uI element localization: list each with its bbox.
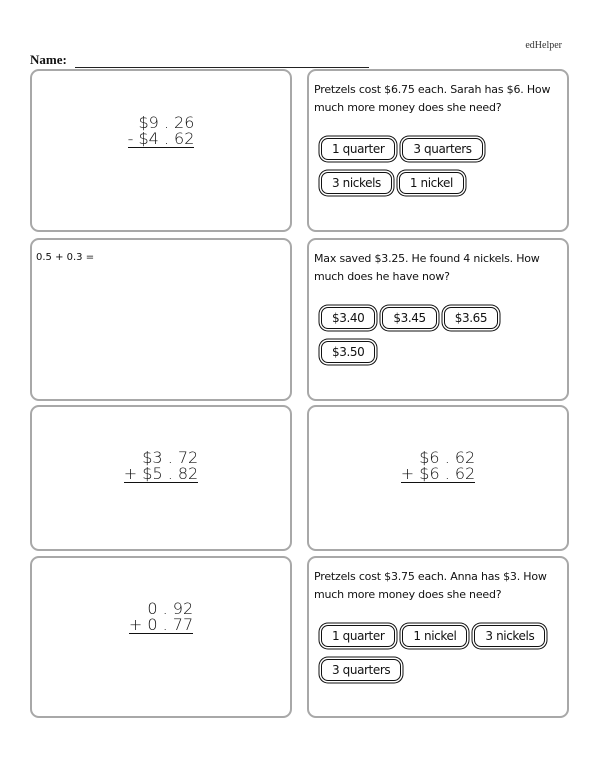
- bottom-number: + 0 . 77: [128, 615, 194, 634]
- top-number: $6 . 62: [419, 448, 476, 467]
- question-text: Pretzels cost $6.75 each. Sarah has $6. How much more money does she need?: [314, 83, 551, 114]
- answer-choices: [321, 304, 561, 372]
- choice-button[interactable]: $3.40: [321, 307, 375, 329]
- bottom-number: + $5 . 82: [123, 464, 199, 483]
- problem-card-4: [307, 238, 569, 401]
- addition-problem: [32, 450, 290, 483]
- addition-problem: [32, 601, 290, 634]
- bottom-number: - $4 . 62: [127, 129, 195, 148]
- choice-button[interactable]: $3.65: [444, 307, 498, 329]
- choice-button[interactable]: $3.50: [321, 341, 375, 363]
- problem-card-6: [307, 405, 569, 551]
- subtraction-problem: [32, 115, 290, 148]
- top-number: $3 . 72: [142, 448, 199, 467]
- choice-button[interactable]: $3.45: [382, 307, 436, 329]
- answer-choices: [321, 622, 561, 690]
- name-line[interactable]: [75, 55, 369, 68]
- choice-button[interactable]: 3 quarters: [321, 659, 401, 681]
- answer-choices: [321, 135, 561, 203]
- choice-button[interactable]: 1 quarter: [321, 138, 395, 160]
- choice-button[interactable]: 3 nickels: [474, 625, 545, 647]
- problem-card-2: [307, 69, 569, 232]
- problem-card-7: [30, 556, 292, 718]
- equation-text: 0.5 + 0.3 =: [36, 252, 95, 263]
- choice-button[interactable]: 1 nickel: [402, 625, 467, 647]
- problem-card-3: [30, 238, 292, 401]
- addition-problem: [309, 450, 567, 483]
- top-number: $9 . 26: [138, 113, 195, 132]
- name-label: Name:: [30, 52, 67, 67]
- choice-button[interactable]: 1 nickel: [399, 172, 464, 194]
- name-row: [30, 52, 369, 68]
- question-text: Max saved $3.25. He found 4 nickels. How much does he have now?: [314, 252, 540, 283]
- question-text: Pretzels cost $3.75 each. Anna has $3. How much more money does she need?: [314, 570, 547, 601]
- brand-label: edHelper: [525, 40, 562, 51]
- bottom-number: + $6 . 62: [400, 464, 476, 483]
- choice-button[interactable]: 3 quarters: [402, 138, 482, 160]
- problem-card-1: [30, 69, 292, 232]
- problem-card-8: [307, 556, 569, 718]
- problem-card-5: [30, 405, 292, 551]
- choice-button[interactable]: 1 quarter: [321, 625, 395, 647]
- top-number: 0 . 92: [147, 599, 194, 618]
- choice-button[interactable]: 3 nickels: [321, 172, 392, 194]
